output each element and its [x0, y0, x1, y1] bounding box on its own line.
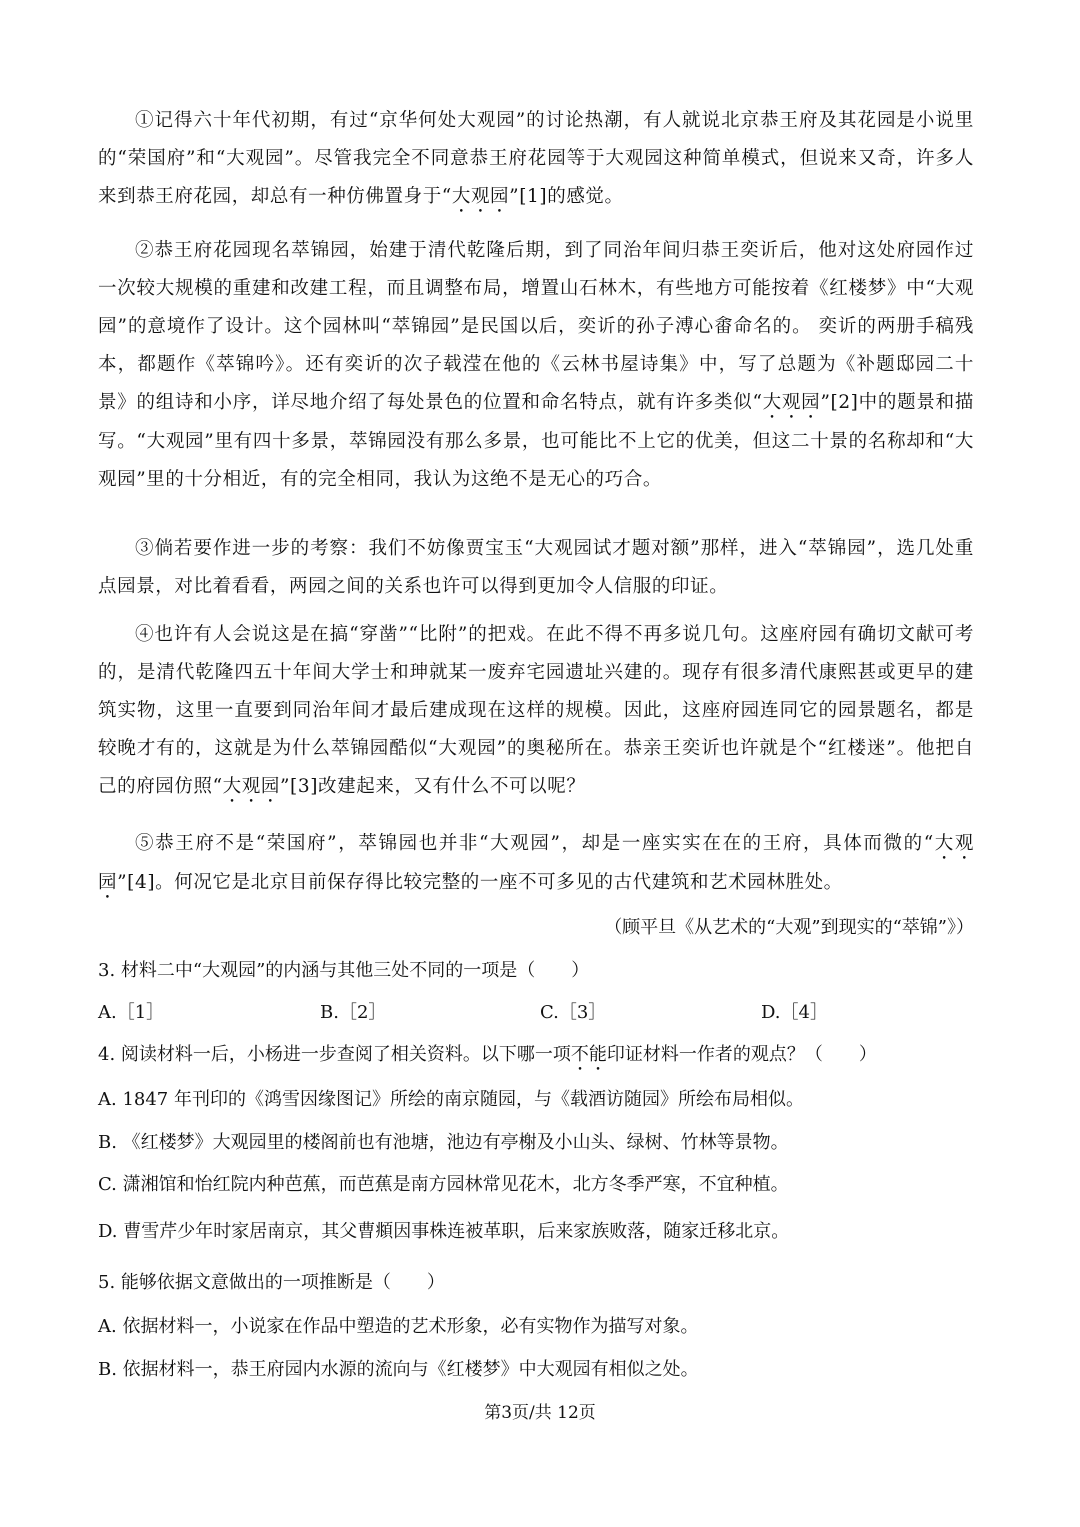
question-5-stem: 5. 能够依据文意做出的一项推断是（ ）: [98, 1272, 445, 1293]
paragraph-3: [98, 530, 974, 606]
paragraph-2-text-end: ”[2]中的题景和描写。“大观园”里有四十多景，萃锦园没有那么多景，也可能比不上它的优美，但这二十景的名称却和“大观园”里的十分相近，有的完全相同，我认为这绝不是无心的巧合。: [98, 392, 974, 490]
emphasis-daguanyuan-2: 大观园: [762, 392, 821, 413]
q3-option-c[interactable]: C.［3］: [540, 1002, 607, 1023]
q4-option-b[interactable]: B. 《红楼梦》大观园里的楼阁前也有池塘，池边有亭榭及小山头、绿树、竹林等景物。: [98, 1132, 789, 1153]
emphasis-daguanyuan-1: 大观园: [451, 186, 510, 207]
q3-option-d[interactable]: D.［4］: [761, 1002, 828, 1023]
source-citation: （顾平旦《从艺术的“大观”到现实的“萃锦”》）: [604, 917, 974, 938]
question-3-options: [98, 998, 978, 1028]
emphasis-daguanyuan-3: 大观园: [222, 776, 280, 797]
q3-option-a[interactable]: A.［1］: [98, 1002, 165, 1023]
paragraph-4: [98, 616, 974, 807]
paragraph-5-text-end: ”[4]。何况它是北京目前保存得比较完整的一座不可多见的古代建筑和艺术园林胜处。: [117, 872, 843, 893]
question-3-stem: 3. 材料二中“大观园”的内涵与其他三处不同的一项是（ ）: [98, 960, 590, 981]
paragraph-1-text: ①记得六十年代初期，有过“京华何处大观园”的讨论热潮，有人就说北京恭王府及其花园是小说里的“荣国府”和“大观园”。尽管我完全不同意恭王府花园等于大观园这种简单模式，但说来又奇，许多人来到恭王府花园，却总有一种仿佛置身于“: [98, 110, 974, 207]
paragraph-4-text-end: ”[3]改建起来，又有什么不可以呢？: [279, 776, 586, 797]
q5-option-a[interactable]: A. 依据材料一，小说家在作品中塑造的艺术形象，必有实物作为描写对象。: [98, 1316, 699, 1337]
q4-option-c[interactable]: C. 潇湘馆和怡红院内种芭蕉，而芭蕉是南方园林常见花木，北方冬季严寒，不宜种植。: [98, 1174, 789, 1195]
emphasis-buneng: 不能: [570, 1044, 607, 1065]
paragraph-2-text: ②恭王府花园现名萃锦园，始建于清代乾隆后期，到了同治年间归恭王奕䜣后，他对这处府园作过一次较大规模的重建和改建工程，而且调整布局，增置山石林木，有些地方可能按着《红楼梦》中“大观园”的意境作了设计。这个园林叫“萃锦园”是民国以后，奕䜣的孙子溥心畬命名的。 奕䜣的两册手稿残本，都题作《萃锦吟》。还有奕䜣的次子载滢在他的《云林书屋诗集》中，写了总题为《补题邸园二十景》的组诗和小序，详尽地介绍了每处景色的位置和命名特点，就有许多类似“: [98, 240, 974, 413]
q5-option-b[interactable]: B. 依据材料一，恭王府园内水源的流向与《红楼梦》中大观园有相似之处。: [98, 1359, 699, 1380]
question-4-stem: [98, 1040, 877, 1075]
paragraph-4-text: ④也许有人会说这是在搞“穿凿”“比附”的把戏。在此不得不再多说几句。这座府园有确切文献可考的，是清代乾隆四五十年间大学士和珅就某一废弃宅园遗址兴建的。现存有很多清代康熙甚或更早的建筑实物，这里一直要到同治年间才最后建成现在这样的规模。因此，这座府园连同它的园景题名，都是较晚才有的，这就是为什么萃锦园酷似“大观园”的奥秘所在。恭亲王奕䜣也许就是个“红楼迷”。他把自己的府园仿照“: [98, 624, 974, 797]
q4-stem-text: 4. 阅读材料一后，小杨进一步查阅了相关资料。以下哪一项: [98, 1044, 571, 1065]
paragraph-1: [98, 102, 974, 217]
paragraph-5-text: ⑤恭王府不是“荣国府”，萃锦园也并非“大观园”，却是一座实实在在的王府，具体而微的“: [135, 833, 934, 854]
q3-option-b[interactable]: B.［2］: [320, 1002, 387, 1023]
paragraph-2: [98, 232, 974, 499]
paragraph-3-text: ③倘若要作进一步的考察：我们不妨像贾宝玉“大观园试才题对额”那样，进入“萃锦园”，选几处重点园景，对比着看看，两园之间的关系也许可以得到更加令人信服的印证。: [98, 538, 974, 597]
paragraph-5: [98, 825, 974, 903]
paragraph-1-text-end: ”[1]的感觉。: [509, 186, 624, 207]
q4-option-a[interactable]: A. 1847 年刊印的《鸿雪因缘图记》所绘的南京随园，与《载酒访随园》所绘布局相似。: [98, 1089, 804, 1110]
q4-stem-text-end: 印证材料一作者的观点？（ ）: [606, 1044, 877, 1065]
emphasis-daguanyuan-4: 大观园: [98, 833, 975, 893]
page-footer: 第3页/共 12页: [484, 1403, 596, 1423]
q4-option-d[interactable]: D. 曹雪芹少年时家居南京，其父曹頫因事株连被革职，后来家族败落，随家迁移北京。: [98, 1221, 790, 1242]
